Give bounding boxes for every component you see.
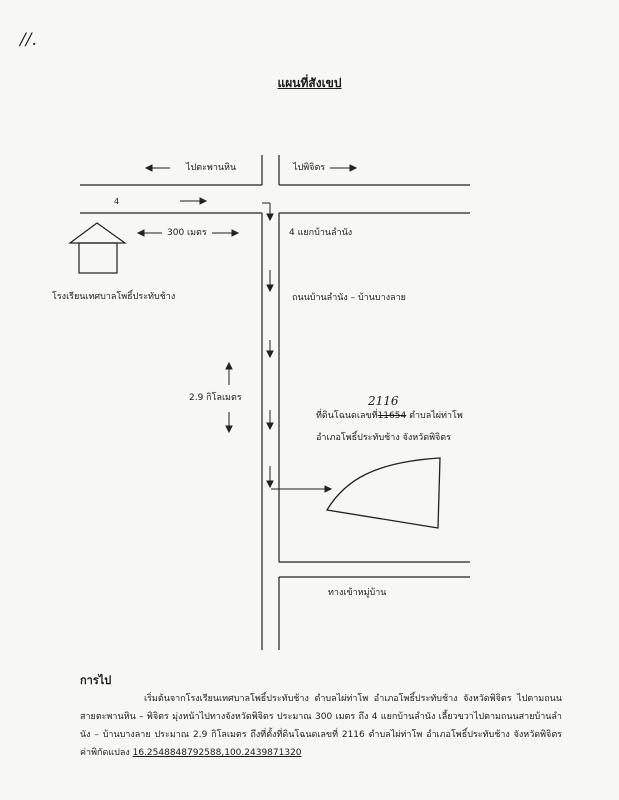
label-to-phichit: ไปพิจิตร xyxy=(293,163,326,173)
label-school: โรงเรียนเทศบาลโพธิ์ประทับช้าง xyxy=(52,292,176,302)
arrow-east-head xyxy=(350,165,356,171)
south-arrow-3-head xyxy=(267,423,273,429)
page-mark: //. xyxy=(20,30,37,50)
land-number-handwritten: 2116 xyxy=(368,394,399,408)
dim-2-9-down-head xyxy=(226,426,232,432)
route-arrow-east-head xyxy=(200,198,206,204)
page-title: แผนที่สังเขป xyxy=(277,76,342,90)
label-road-name: ถนนบ้านลำนัง – บ้านบางลาย xyxy=(292,293,406,303)
land-parcel-shape xyxy=(327,458,440,528)
coordinates-value: 16.2548848792588,100.2439871320 xyxy=(132,748,302,758)
label-to-taphan-hin: ไปตะพานหิน xyxy=(186,163,237,173)
label-distance-300: 300 เมตร xyxy=(167,228,207,238)
label-intersection: 4 แยกบ้านลำนัง xyxy=(289,228,353,238)
south-arrow-1-head xyxy=(267,285,273,291)
school-building-icon xyxy=(70,223,125,273)
label-land-line-2: อำเภอโพธิ์ประทับช้าง จังหวัดพิจิตร xyxy=(316,433,451,443)
label-distance-2-9: 2.9 กิโลเมตร xyxy=(189,393,242,403)
south-arrow-4-head xyxy=(267,481,273,487)
land-number-struck: 11654 xyxy=(377,411,407,421)
arrow-west-head xyxy=(146,165,152,171)
label-land-line-1 xyxy=(316,411,463,422)
land-pointer-head xyxy=(325,486,331,492)
land-line-1-prefix: ที่ดินโฉนดเลขที่ xyxy=(316,411,378,421)
directions-heading: การไป xyxy=(80,674,112,687)
label-village-entrance: ทางเข้าหมู่บ้าน xyxy=(328,588,387,598)
directions-text: เริ่มต้นจากโรงเรียนเทศบาลโพธิ์ประทับช้าง ตำบลไผ่ท่าโพ อำเภอโพธิ์ประทับช้าง จังหวัดพิจิตร ไปตามถนนสายตะพานหิน – พิจิตร มุ่งหน้าไปทางจังหวัดพิจิตร ประมาณ 300 เมตร ถึง 4 แยกบ้านลำนัง เลี้ยวขวาไปตามถนนสายบ้านลำนัง – บ้านบางลาย ประมาณ 2.9 กิโลเมตร ถึงที่ตั้งที่ดินโฉนดเลขที่ 2116 ตำบลไผ่ท่าโพ อำเภอโพธิ์ประทับช้าง จังหวัดพิจิตร ค่าพิกัดแปลง xyxy=(80,694,562,758)
dim-300-left-head xyxy=(138,230,144,236)
directions-paragraph xyxy=(80,690,562,762)
turn-arrow-head xyxy=(267,214,273,220)
dim-300-right-head xyxy=(232,230,238,236)
marker-4: 4 xyxy=(114,197,120,206)
land-line-1-suffix: ตำบลไผ่ท่าโพ xyxy=(409,411,463,421)
dim-2-9-up-head xyxy=(226,363,232,369)
south-arrow-2-head xyxy=(267,351,273,357)
